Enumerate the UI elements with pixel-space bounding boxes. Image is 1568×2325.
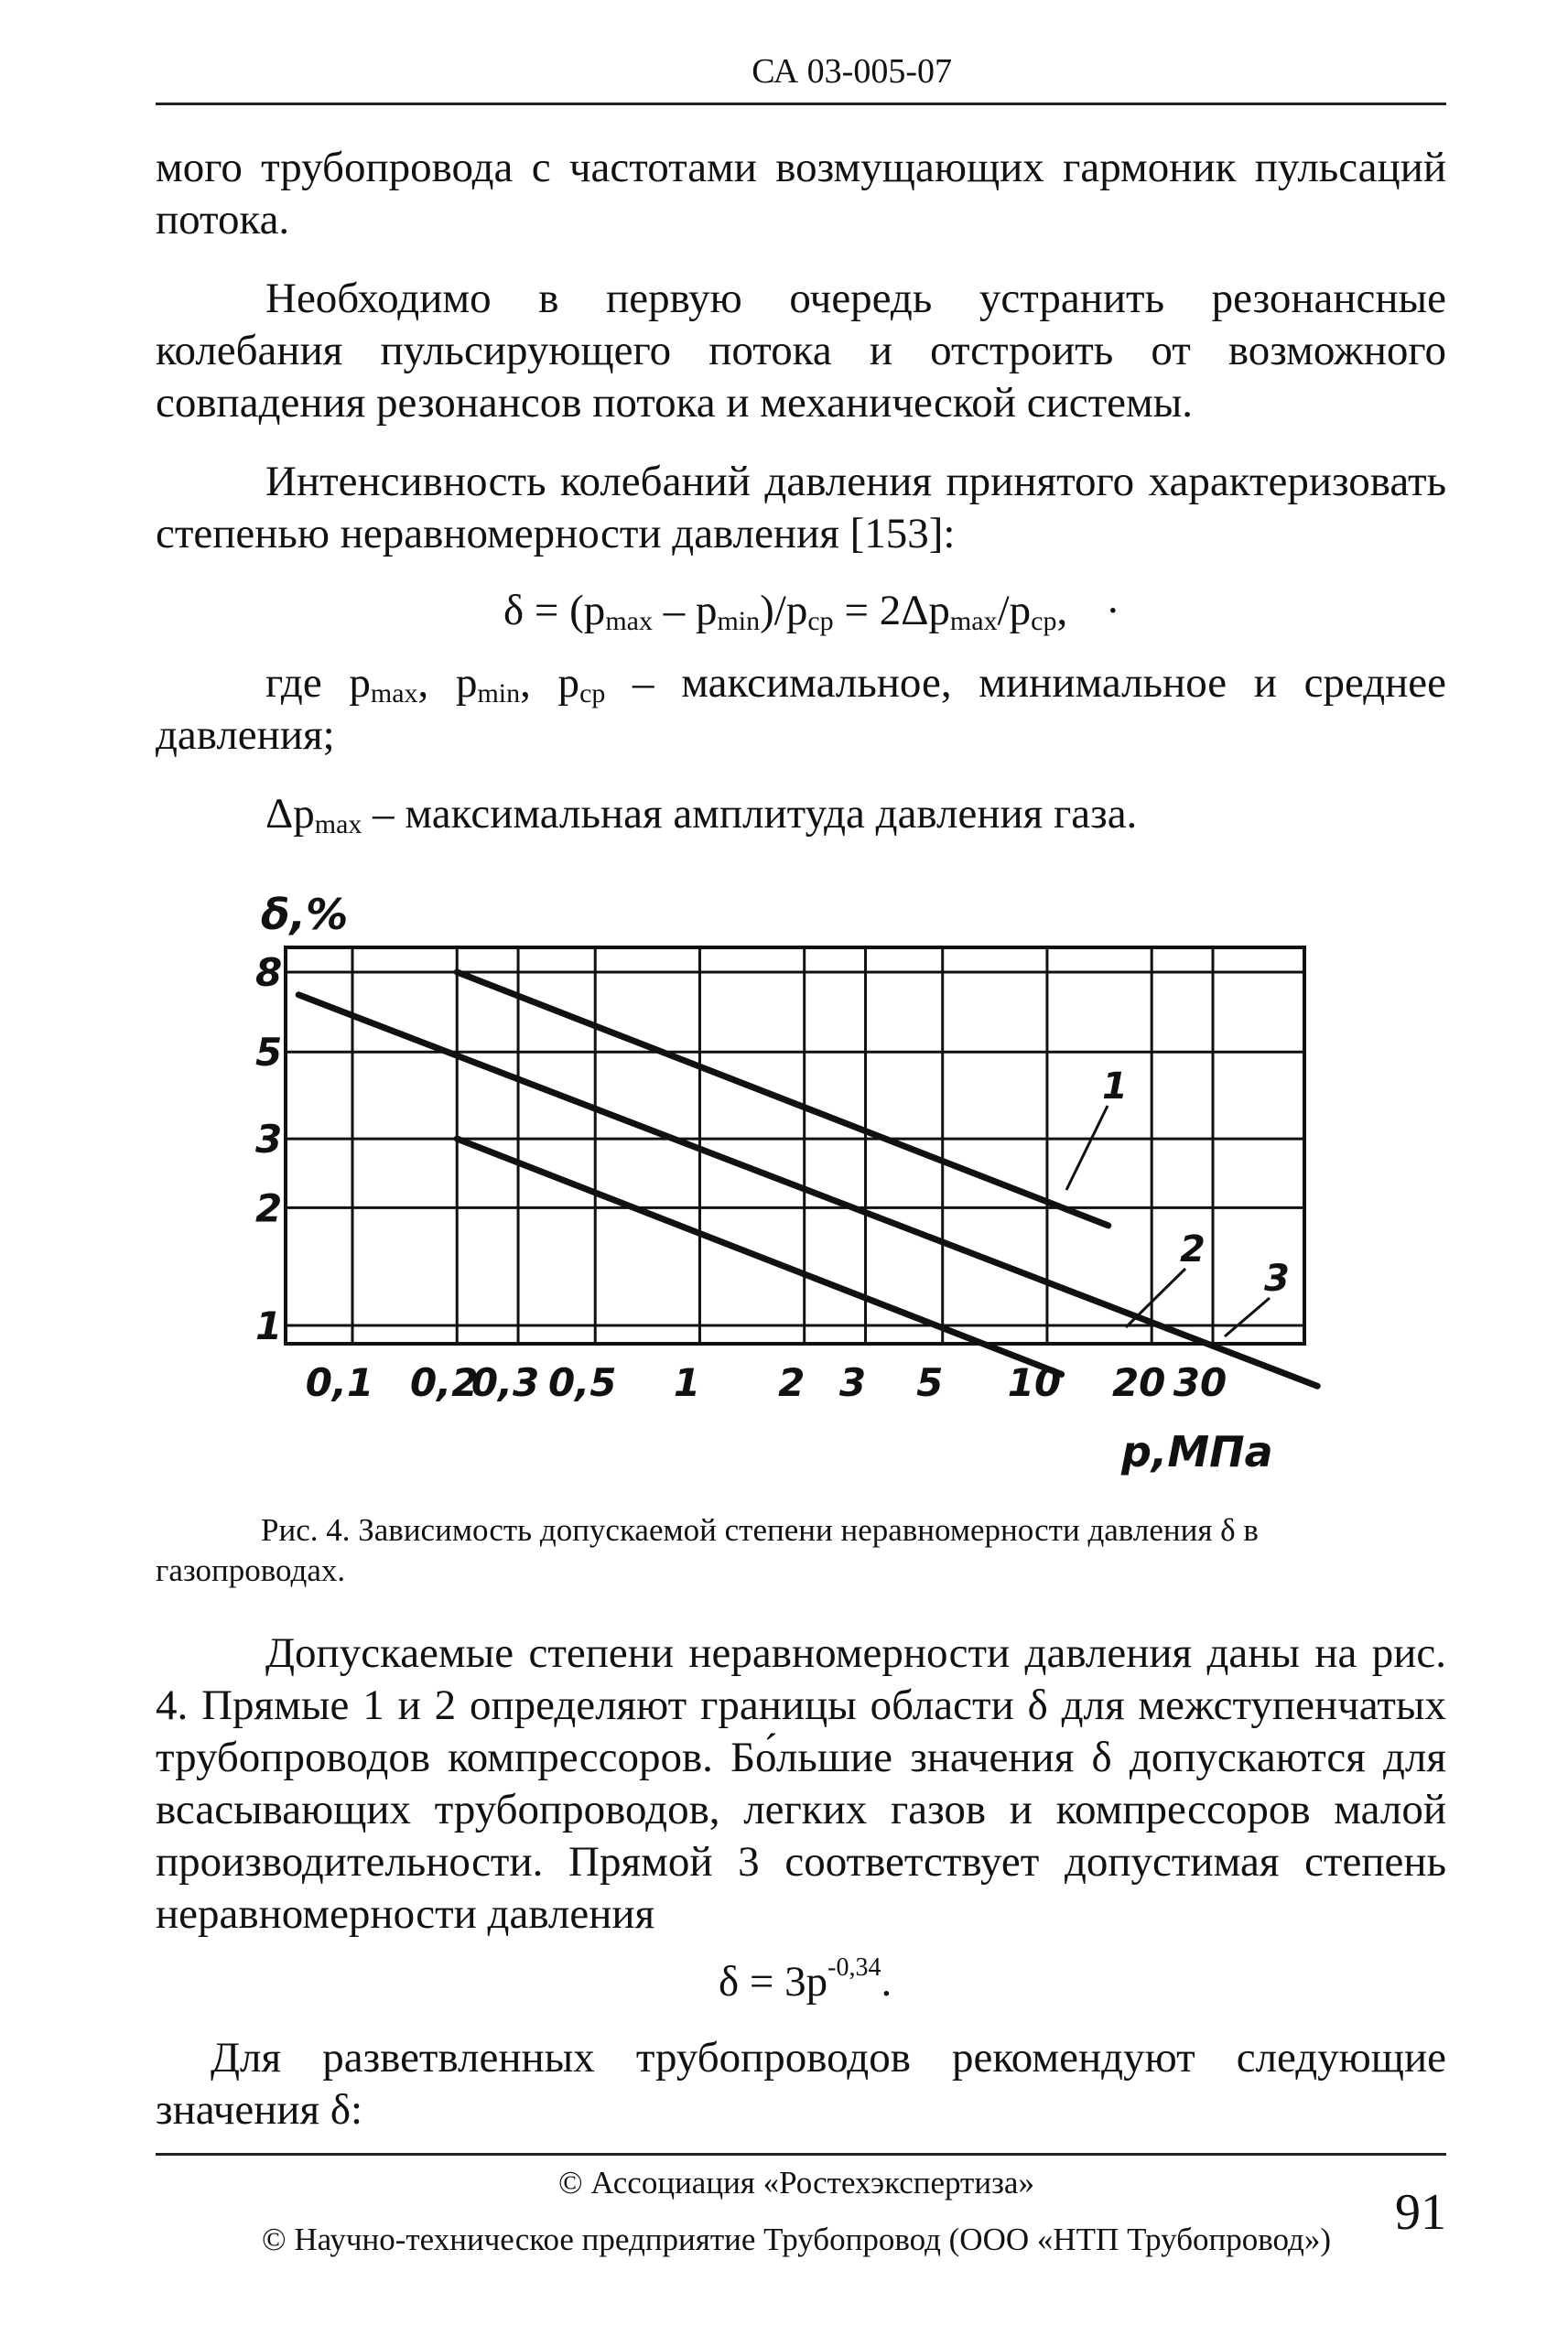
x-tick-label: 10 <box>1007 1360 1062 1405</box>
page-footer <box>156 2153 1446 2257</box>
x-tick-label: 3 <box>838 1360 867 1405</box>
x-tick-label: 30 <box>1173 1360 1227 1405</box>
series-label: 3 <box>1264 1258 1290 1300</box>
chart-series <box>298 972 1317 1386</box>
x-tick-label: 0,3 <box>470 1360 540 1405</box>
paragraph-intensity: Интенсивность колебаний давления принятого характеризовать степенью неравномерности давления [153]: <box>156 458 1446 557</box>
copyright-rostechexpertiza: © Ассоциация «Ростехэкспертиза» <box>558 2165 1034 2201</box>
series-line <box>298 995 1317 1386</box>
series-leader-line <box>1126 1269 1185 1327</box>
series-line <box>457 972 1108 1226</box>
page-number: 91 <box>1395 2184 1446 2241</box>
x-tick-label: 1 <box>673 1360 701 1405</box>
document-code: СА 03-005-07 <box>752 52 952 91</box>
x-tick-label: 0,1 <box>305 1360 374 1405</box>
y-tick-label: 2 <box>255 1185 283 1231</box>
paragraph-branched: Для разветвленных трубопроводов рекомендуют следующие значения δ: <box>156 2034 1446 2134</box>
paragraph-where: где $p_{max}$, $p_{min}$, $p_{ср}$ – максимальное, минимальное и среднее давления; <box>156 659 1447 759</box>
y-tick-label: 5 <box>255 1030 283 1076</box>
y-axis-label: δ,% <box>261 890 349 939</box>
y-tick-label: 8 <box>255 950 283 995</box>
paragraph-permissible: Допускаемые степени неравномерности давления даны на рис. 4. Прямые 1 и 2 определяют границы области δ для межступенчатых трубопроводов компрессоров. Бо́льшие значения δ допускаются для всасывающих трубопроводов, легких газов и компрессоров малой производительности. Прямой 3 соответствует допустимая степень неравномерности давления <box>156 1629 1446 1938</box>
paragraph-continuation: мого трубопровода с частотами возмущающих гармоник пульсаций потока. <box>156 144 1446 243</box>
x-tick-label: 2 <box>778 1360 806 1405</box>
formula-delta-3p: $\delta = 3p^{-0,34}$. <box>719 1953 892 2006</box>
chart-grid <box>286 947 1304 1344</box>
series-label: 1 <box>1102 1065 1128 1108</box>
paragraph-resonance: Необходимо в первую очередь устранить резонансные колебания пульсирующего потока и отстроить от возможного совпадения резонансов потока и механической системы. <box>156 275 1446 427</box>
x-tick-label: 0,2 <box>410 1360 479 1405</box>
x-tick-label: 20 <box>1111 1360 1166 1405</box>
y-tick-labels <box>255 950 282 1348</box>
figure-caption: Рис. 4. Зависимость допускаемой степени неравномерности давления δ в газопроводах. <box>156 1512 1259 1588</box>
series-leader-line <box>1225 1298 1270 1336</box>
x-tick-labels <box>306 1360 1227 1405</box>
series-leader-line <box>1066 1106 1108 1190</box>
copyright-ntp-truboprovod: © Научно-техническое предприятие Трубопровод (ООО «НТП Трубопровод») <box>262 2222 1331 2257</box>
x-tick-label: 0,5 <box>548 1360 617 1405</box>
formula-delta: $\delta = (p_{max} - p_{min})/p_{ср} = 2\Delta p_{max}/p_{ср}$, · <box>503 587 1120 636</box>
series-label: 2 <box>1180 1228 1206 1271</box>
x-axis-label: p,МПа <box>1121 1427 1273 1476</box>
delta-definition: $\Delta p_{max}$ – максимальная амплитуда давления газа. <box>265 790 1138 839</box>
x-tick-label: 5 <box>916 1360 944 1405</box>
y-tick-label: 1 <box>255 1303 283 1348</box>
y-tick-label: 3 <box>255 1117 283 1162</box>
